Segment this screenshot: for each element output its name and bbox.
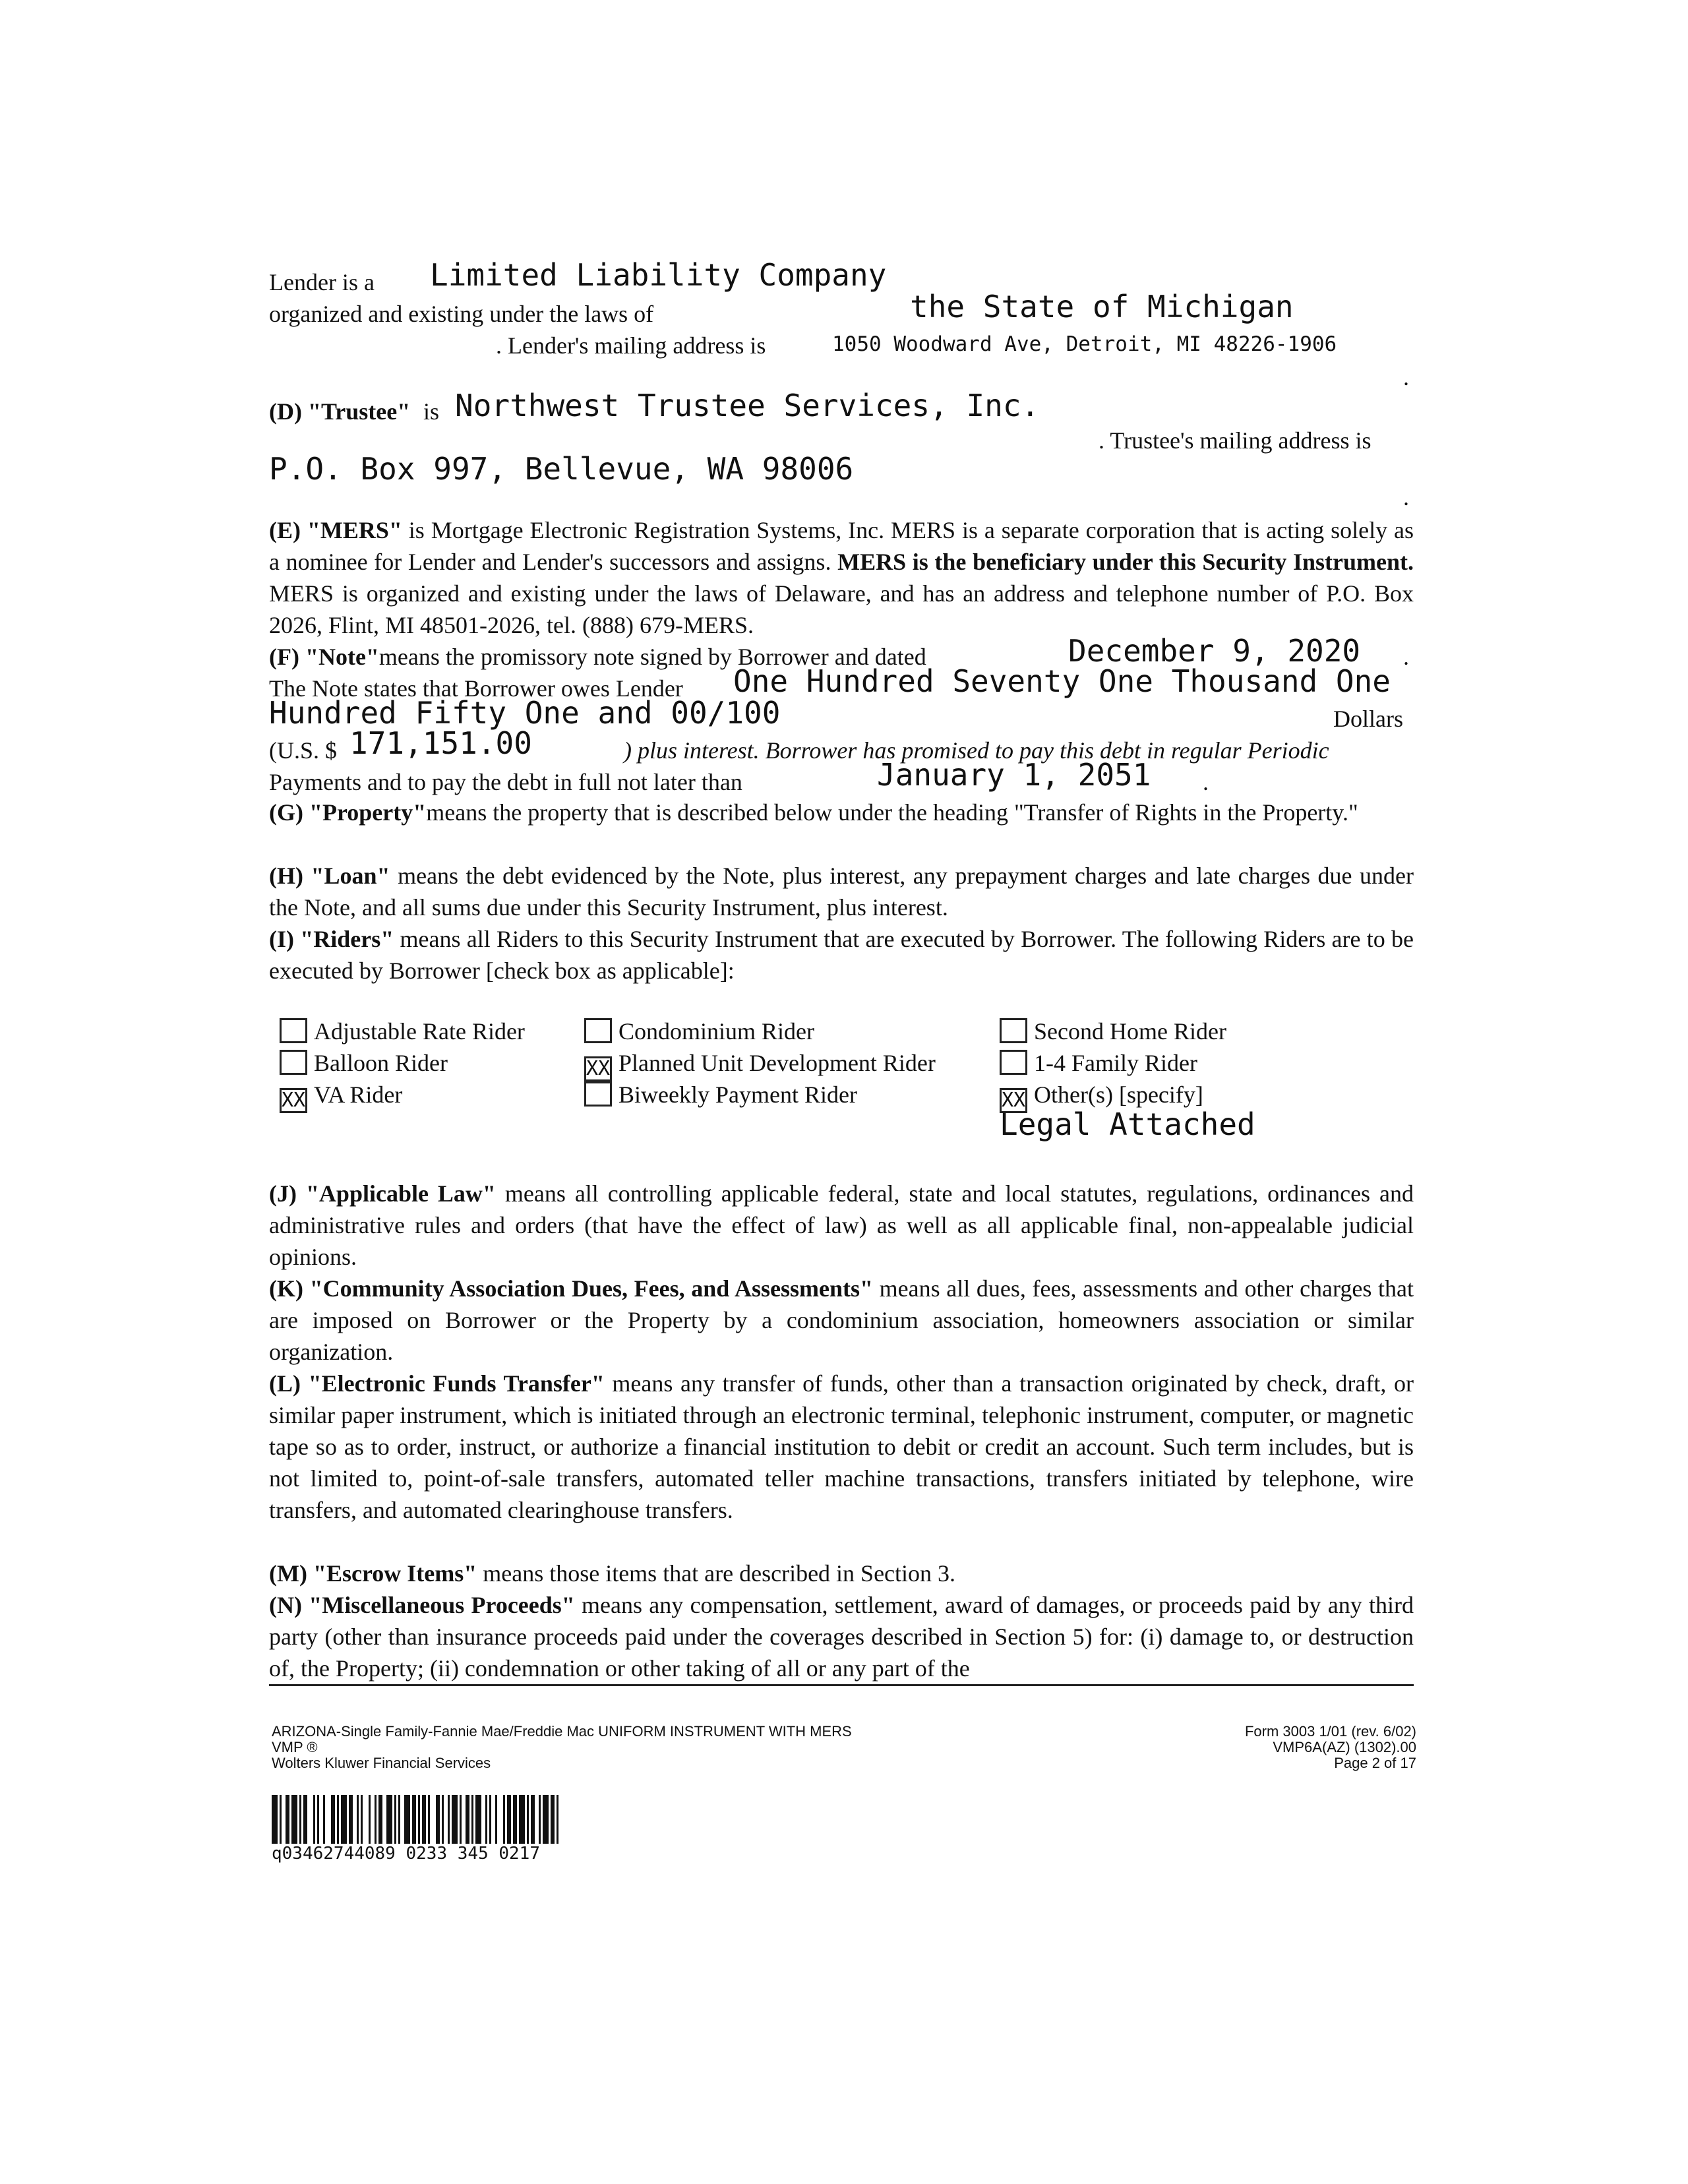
barcode-bar xyxy=(471,1795,473,1844)
barcode-bar xyxy=(489,1795,491,1844)
footer-form-title: ARIZONA-Single Family-Fannie Mae/Freddie Mac UNIFORM INSTRUMENT WITH MERS xyxy=(272,1723,852,1740)
barcode-bar xyxy=(341,1795,347,1844)
rider-label: Planned Unit Development Rider xyxy=(618,1050,936,1076)
barcode-bar xyxy=(349,1795,353,1844)
barcode-text: q03462744089 0233 345 0217 xyxy=(272,1844,540,1864)
rider-one-to-four-family[interactable] xyxy=(1000,1047,1197,1079)
lender-trailing-dot: . xyxy=(1403,364,1409,390)
barcode-bar xyxy=(422,1795,426,1844)
eft-paragraph xyxy=(269,1368,1414,1526)
rider-checkbox[interactable] xyxy=(1000,1050,1027,1075)
barcode-bar xyxy=(543,1795,549,1844)
note-date-dot: . xyxy=(1403,644,1409,670)
barcode-bar xyxy=(442,1795,444,1844)
barcode-bar xyxy=(519,1795,525,1844)
footer-vmp-code: VMP6A(AZ) (1302).00 xyxy=(1273,1739,1416,1755)
barcode-bar xyxy=(531,1795,535,1844)
rider-label: Adjustable Rate Rider xyxy=(314,1018,525,1045)
lender-mailing-address: 1050 Woodward Ave, Detroit, MI 48226-1906 xyxy=(832,332,1337,356)
note-us-label: (U.S. $ xyxy=(269,737,338,764)
barcode-bar xyxy=(551,1795,555,1844)
mers-label: (E) "MERS" xyxy=(269,517,402,543)
mers-bold: MERS is the beneficiary under this Security Instrument. xyxy=(837,549,1414,575)
barcode-bar xyxy=(436,1795,440,1844)
note-dollars: Dollars xyxy=(1333,706,1403,732)
community-paragraph xyxy=(269,1273,1414,1368)
community-text: means all dues, fees, assessments and other charges that are imposed on Borrower or the Property by a condominium association, homeowners association or similar organization. xyxy=(269,1275,1414,1365)
riders-label: (I) "Riders" xyxy=(269,926,394,952)
barcode-bar xyxy=(404,1795,410,1844)
barcode-bar xyxy=(448,1795,450,1844)
applicable-law-text: means all controlling applicable federal, state and local statutes, regulations, ordinances and administrative rules and orders (that have the effect of law) as well as all applicable final, non-appealable judicial opinions. xyxy=(269,1180,1414,1270)
barcode-bar xyxy=(485,1795,487,1844)
barcode-bar xyxy=(272,1795,278,1844)
rider-label: Other(s) [specify] xyxy=(1034,1081,1203,1108)
lender-mailing-label: . Lender's mailing address is xyxy=(496,332,766,359)
barcode-bar xyxy=(428,1795,430,1844)
barcode-bar xyxy=(375,1795,377,1844)
rider-label: Condominium Rider xyxy=(618,1018,814,1045)
property-paragraph xyxy=(269,797,1414,828)
mers-text-2: MERS is organized and existing under the laws of Delaware, and has an address and telephone number of P.O. Box 2026, Flint, MI 48501-2026, tel. (888) 679-MERS. xyxy=(269,580,1414,638)
rider-checkbox[interactable]: XX xyxy=(280,1088,307,1113)
barcode-bar xyxy=(394,1795,396,1844)
note-text-2: The Note states that Borrower owes Lender xyxy=(269,675,683,702)
riders-paragraph xyxy=(269,923,1414,986)
rider-checkbox[interactable] xyxy=(584,1081,612,1107)
barcode-bar xyxy=(507,1795,511,1844)
loan-text: means the debt evidenced by the Note, plus interest, any prepayment charges and late charges due under the Note, and all sums due under this Security Instrument, plus interest. xyxy=(269,863,1414,921)
rider-checkbox[interactable] xyxy=(584,1018,612,1043)
rider-label: 1-4 Family Rider xyxy=(1034,1050,1197,1076)
rider-condominium[interactable] xyxy=(584,1016,814,1047)
barcode-bar xyxy=(513,1795,517,1844)
barcode-bar xyxy=(503,1795,505,1844)
rider-checkbox[interactable] xyxy=(280,1018,307,1043)
barcode xyxy=(272,1795,725,1844)
rider-checkbox[interactable] xyxy=(1000,1018,1027,1043)
property-text: means the property that is described below under the heading "Transfer of Rights in the Property." xyxy=(426,799,1358,826)
barcode-bar xyxy=(299,1795,301,1844)
lender-jurisdiction: the State of Michigan xyxy=(910,289,1294,324)
misc-proceeds-label: (N) "Miscellaneous Proceeds" xyxy=(269,1592,575,1618)
trustee-address: P.O. Box 997, Bellevue, WA 98006 xyxy=(269,451,854,487)
footer-publisher: Wolters Kluwer Financial Services xyxy=(272,1755,491,1771)
barcode-bar xyxy=(452,1795,458,1844)
note-maturity-dot: . xyxy=(1203,769,1209,795)
loan-label: (H) "Loan" xyxy=(269,863,390,889)
note-amount-words-2: Hundred Fifty One and 00/100 xyxy=(269,695,781,731)
barcode-graphic xyxy=(272,1795,725,1844)
applicable-law-paragraph xyxy=(269,1178,1414,1273)
note-maturity: January 1, 2051 xyxy=(877,757,1151,793)
barcode-bar xyxy=(460,1795,462,1844)
applicable-law-label: (J) "Applicable Law" xyxy=(269,1180,496,1207)
mers-text-1: is Mortgage Electronic Registration Systems, Inc. MERS is a separate corporation that is acting solely as a nominee for Lender and Lender's successors and assigns. xyxy=(269,517,1414,575)
rider-checkbox[interactable]: XX xyxy=(1000,1088,1027,1113)
barcode-bar xyxy=(495,1795,497,1844)
rider-second-home[interactable] xyxy=(1000,1016,1226,1047)
rider-checkbox[interactable] xyxy=(280,1050,307,1075)
barcode-bar xyxy=(291,1795,297,1844)
barcode-bar xyxy=(369,1795,371,1844)
footer-vmp: VMP ® xyxy=(272,1739,318,1755)
note-amount-words-1: One Hundred Seventy One Thousand One xyxy=(733,663,1391,699)
lender-organized-label: organized and existing under the laws of xyxy=(269,301,654,327)
escrow-paragraph xyxy=(269,1558,1414,1589)
barcode-bar xyxy=(286,1795,289,1844)
escrow-label: (M) "Escrow Items" xyxy=(269,1560,477,1587)
trustee-name: Northwest Trustee Services, Inc. xyxy=(455,388,1040,423)
rider-label: Balloon Rider xyxy=(314,1050,448,1076)
barcode-bar xyxy=(280,1795,282,1844)
mers-paragraph xyxy=(269,514,1414,641)
footer-divider xyxy=(269,1684,1414,1686)
barcode-bar xyxy=(412,1795,416,1844)
riders-text: means all Riders to this Security Instrument that are executed by Borrower. The following Riders are to be executed by Borrower [check box as applicable]: xyxy=(269,926,1414,984)
barcode-bar xyxy=(313,1795,315,1844)
trustee-label: (D) "Trustee" xyxy=(269,398,411,425)
barcode-bar xyxy=(398,1795,400,1844)
rider-planned-unit-development[interactable] xyxy=(584,1047,936,1081)
rider-label: VA Rider xyxy=(314,1081,403,1108)
footer-form-number: Form 3003 1/01 (rev. 6/02) xyxy=(1244,1723,1416,1740)
rider-checkbox[interactable]: XX xyxy=(584,1056,612,1081)
barcode-bar xyxy=(317,1795,319,1844)
barcode-bar xyxy=(539,1795,541,1844)
note-text-4: Payments and to pay the debt in full not later than xyxy=(269,769,742,795)
note-date: December 9, 2020 xyxy=(1068,633,1361,669)
barcode-bar xyxy=(357,1795,359,1844)
eft-text: means any transfer of funds, other than a transaction originated by check, draft, or similar paper instrument, which is initiated through an electronic terminal, telephonic instrument, computer, or magnetic tape so as to order, instruct, or authorize a financial institution to debit or credit an account. Such term includes, but is not limited to, point-of-sale transfers, automated teller machine transactions, transfers initiated by telephone, wire transfers, and automated clearinghouse transfers. xyxy=(269,1370,1414,1523)
barcode-bar xyxy=(466,1795,469,1844)
misc-proceeds-text: means any compensation, settlement, award of damages, or proceeds paid by any third party (other than insurance proceeds paid under the coverages described in Section 5) for: (i) damage to, or destruction of, the Property; (ii) condemnation or other taking of all or any part of the xyxy=(269,1592,1414,1682)
trustee-trailing-dot: . xyxy=(1403,484,1409,510)
barcode-bar xyxy=(378,1795,382,1844)
barcode-bar xyxy=(361,1795,363,1844)
eft-label: (L) "Electronic Funds Transfer" xyxy=(269,1370,605,1397)
barcode-bar xyxy=(527,1795,529,1844)
loan-paragraph xyxy=(269,860,1414,923)
barcode-bar xyxy=(303,1795,307,1844)
misc-proceeds-paragraph xyxy=(269,1589,1414,1684)
rider-va[interactable] xyxy=(280,1079,402,1113)
rider-label: Biweekly Payment Rider xyxy=(618,1081,857,1108)
barcode-bar xyxy=(331,1795,335,1844)
trustee-mailing-label: . Trustee's mailing address is xyxy=(1099,427,1372,454)
rider-adjustable-rate[interactable] xyxy=(280,1016,525,1047)
barcode-bar xyxy=(386,1795,392,1844)
trustee-is: is xyxy=(423,398,440,425)
note-text-1: means the promissory note signed by Borrower and dated xyxy=(378,644,926,670)
rider-biweekly-payment[interactable] xyxy=(584,1079,857,1110)
rider-other-specify: Legal Attached xyxy=(1000,1107,1255,1142)
property-label: (G) "Property" xyxy=(269,799,427,826)
barcode-bar xyxy=(475,1795,481,1844)
footer-left xyxy=(272,1724,852,1771)
footer-page-number: Page 2 of 17 xyxy=(1334,1755,1416,1771)
community-label: (K) "Community Association Dues, Fees, and Assessments" xyxy=(269,1275,873,1302)
footer-right xyxy=(1245,1724,1416,1771)
rider-label: Second Home Rider xyxy=(1034,1018,1226,1045)
barcode-bar xyxy=(557,1795,558,1844)
barcode-bar xyxy=(323,1795,325,1844)
lender-label: Lender is a xyxy=(269,269,375,295)
note-label: (F) "Note" xyxy=(269,644,379,670)
note-amount: 171,151.00 xyxy=(349,725,532,761)
note-text-3: ) plus interest. Borrower has promised to pay this debt in regular Periodic xyxy=(624,737,1329,764)
rider-balloon[interactable] xyxy=(280,1047,448,1079)
barcode-bar xyxy=(337,1795,339,1844)
escrow-text: means those items that are described in Section 3. xyxy=(477,1560,956,1587)
lender-entity-type: Limited Liability Company xyxy=(430,257,887,293)
barcode-bar xyxy=(418,1795,420,1844)
